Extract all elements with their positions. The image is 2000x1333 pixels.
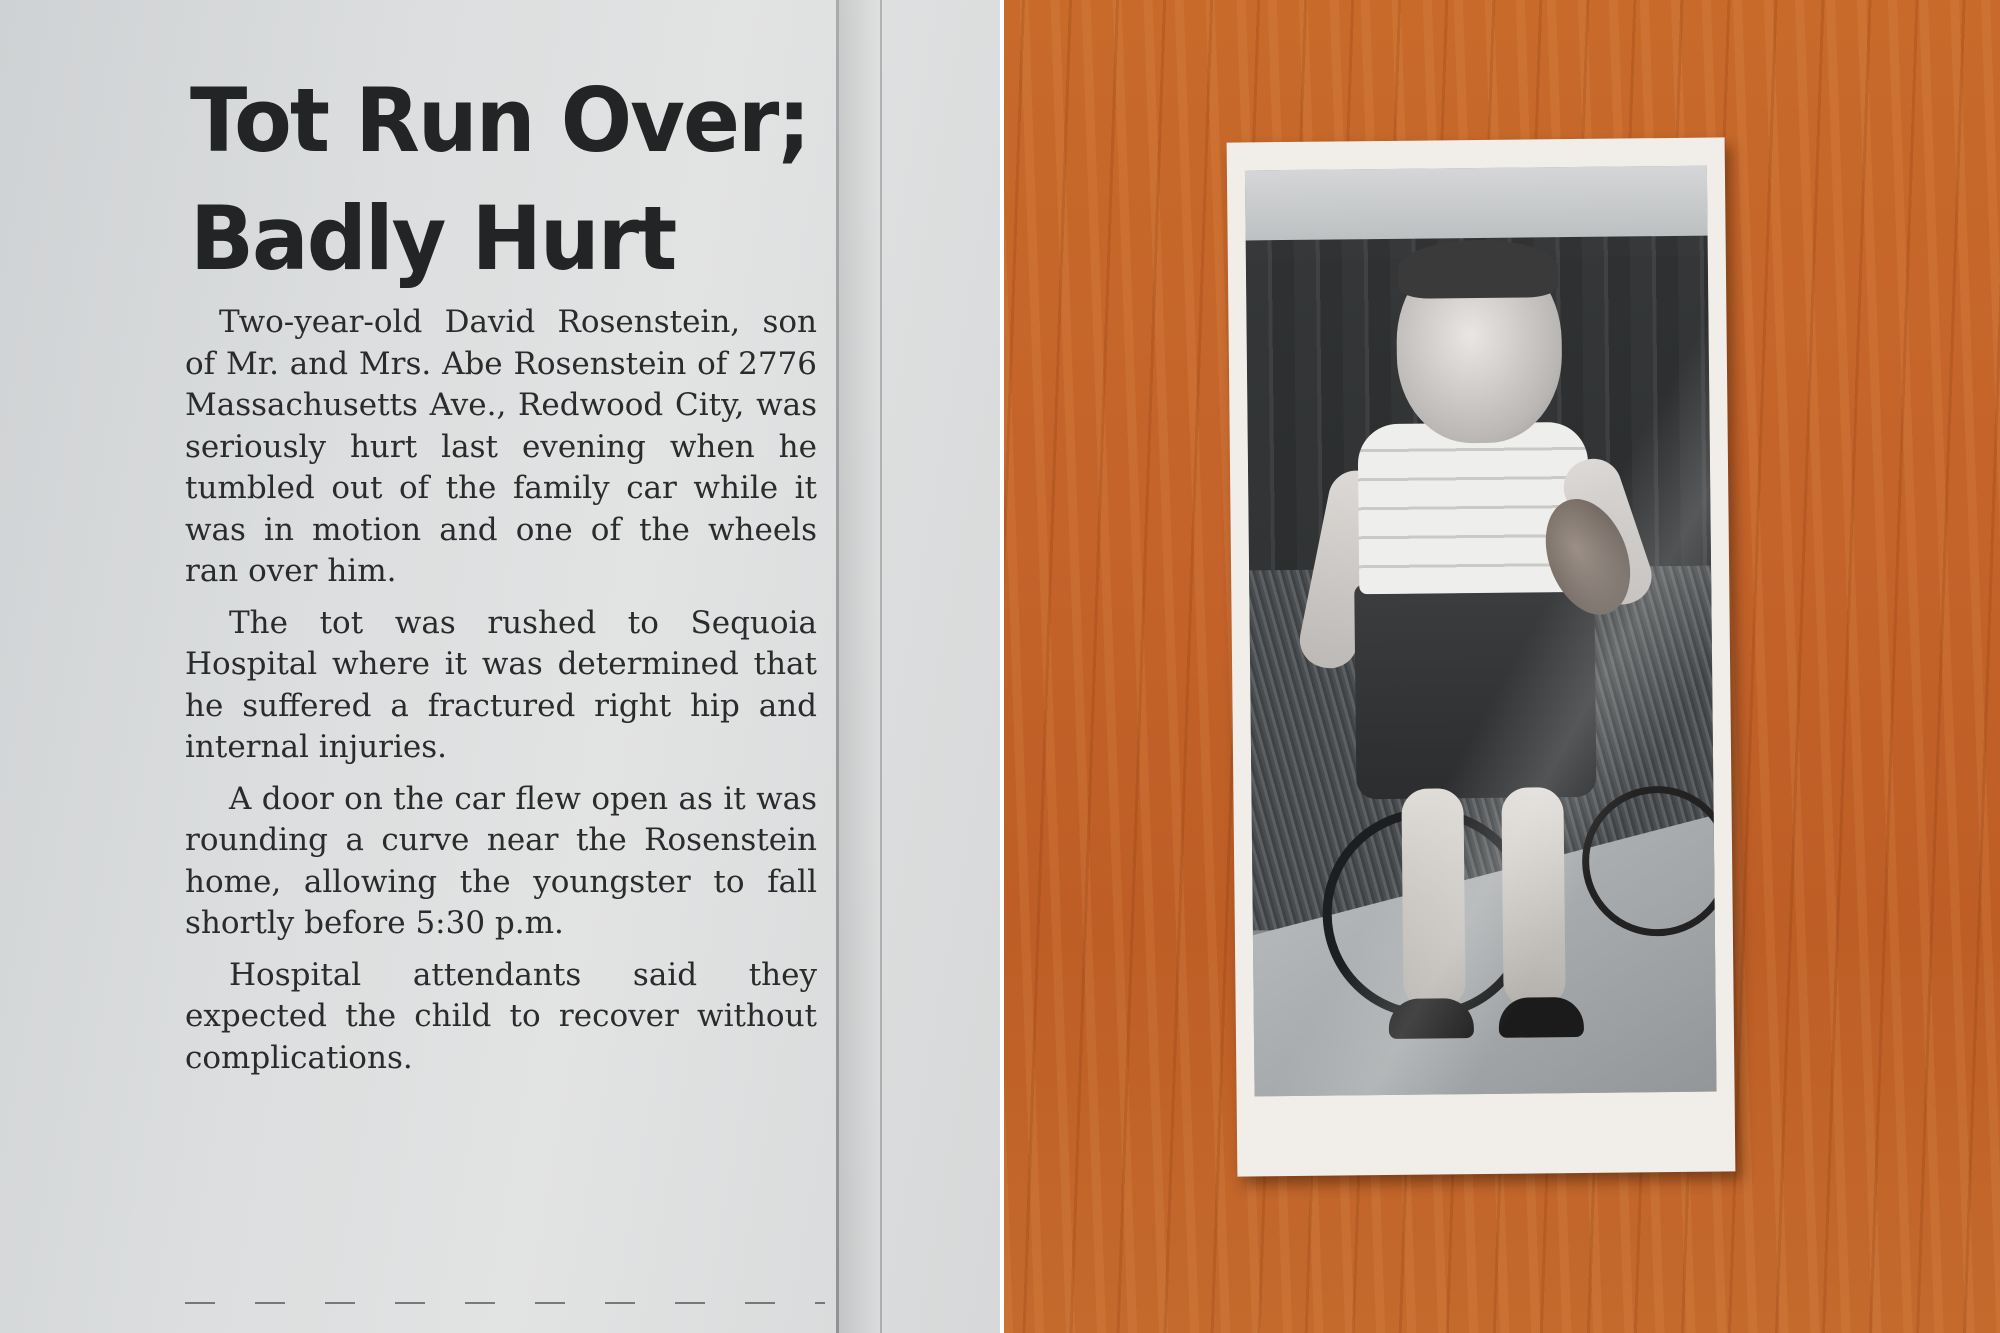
paper-fold-shadow [839, 0, 879, 1333]
headline: Tot Run Over; Badly Hurt [190, 69, 809, 290]
article-paragraph: A door on the car flew open as it was rounding a curve near the Rosenstein home, allowing the youngster to fall shortly before 5:30 p.m. [185, 780, 817, 941]
paper-fold-line [836, 0, 839, 1333]
column-rule [185, 1302, 825, 1304]
paper-crease [880, 0, 882, 1333]
photo-of-child [1245, 166, 1717, 1097]
article-paragraph: The tot was rushed to Sequoia Hospital where it was determined that he suffered a fractured right hip and internal injuries. [185, 604, 817, 765]
vintage-photo-print [1227, 137, 1736, 1176]
article-paragraph: Two-year-old David Rosenstein, son of Mr. and Mrs. Abe Rosenstein of 2776 Massachusetts Ave., Redwood City, was seriously hurt last evening when he tumbled out of the family car while it was in motion and one of the wheels ran over him. [185, 304, 817, 589]
photo-glare [1245, 166, 1717, 1097]
article-paragraph: Hospital attendants said they expected the child to recover without complications. [185, 956, 817, 1076]
article-body [185, 302, 817, 1089]
